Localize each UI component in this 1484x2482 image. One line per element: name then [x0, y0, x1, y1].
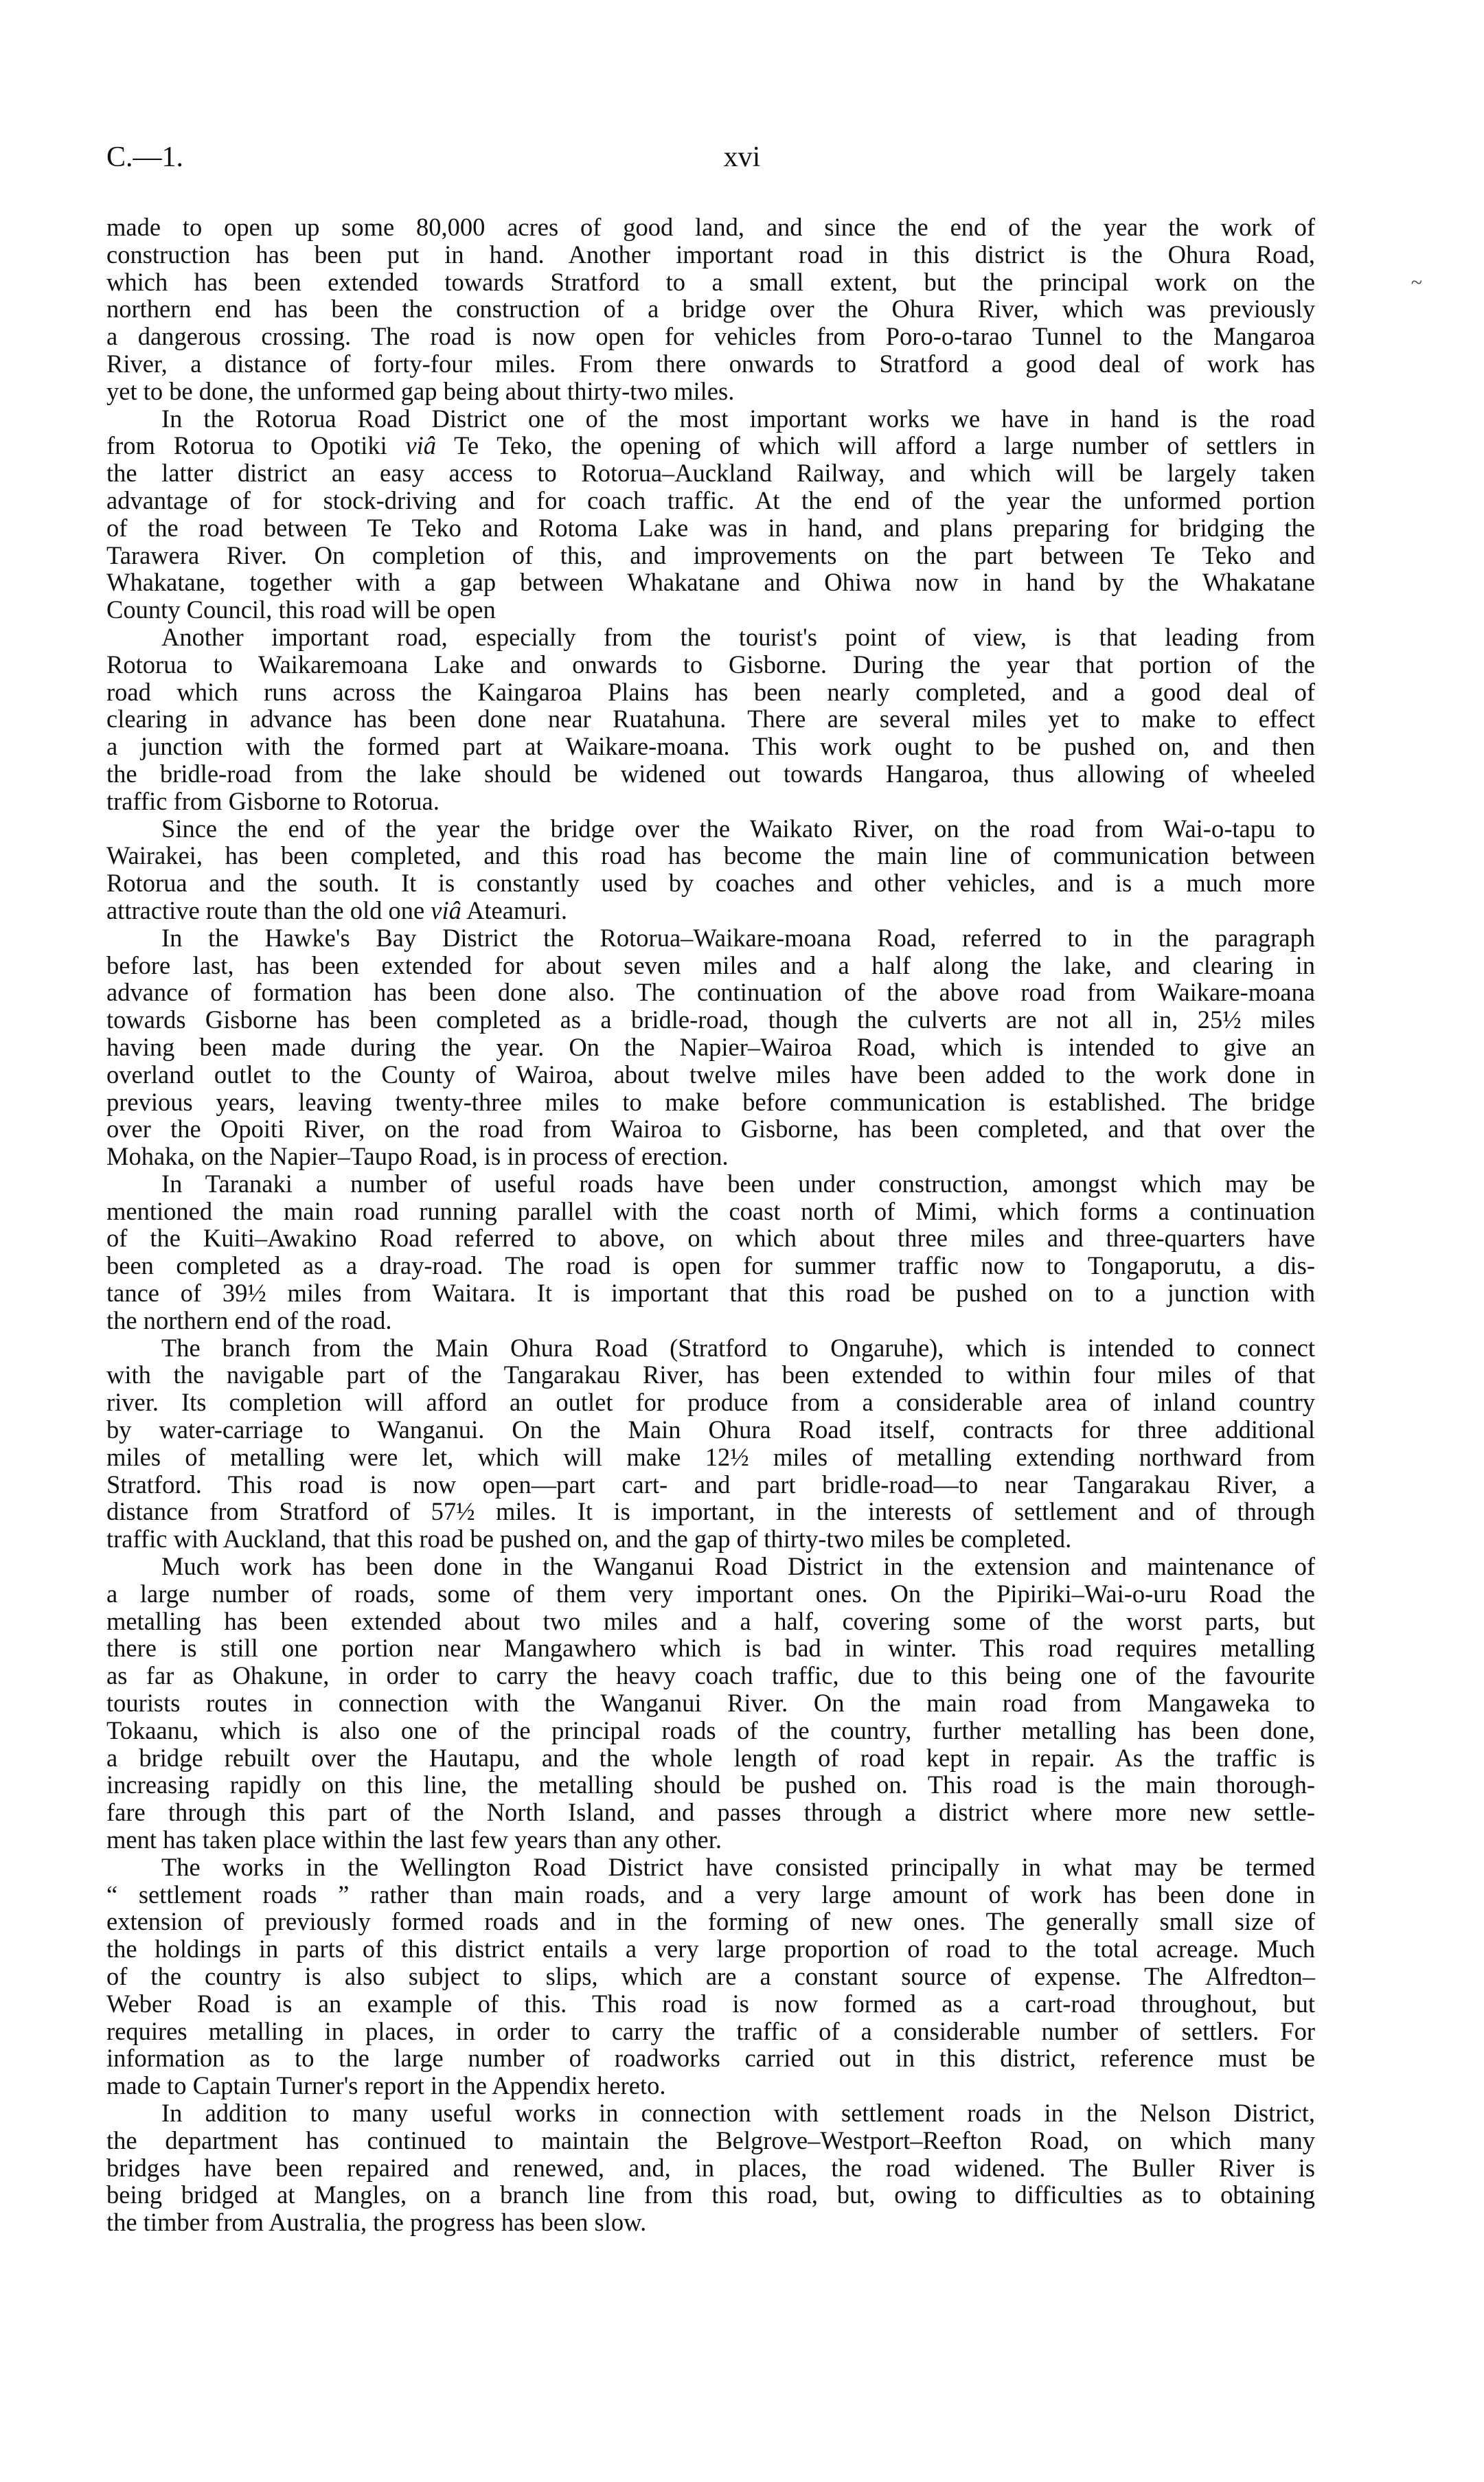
text-line: Rotorua to Waikaremoana Lake and onwards to Gisborne. During the year that portion of the	[106, 650, 1315, 679]
text-line: Stratford. This road is now open—part cart- and part bridle-road—to near Tangarakau River, a	[106, 1470, 1315, 1499]
text-line: fare through this part of the North Island, and passes through a district where more new settle-	[106, 1798, 1315, 1827]
text-line: which has been extended towards Stratford to a small extent, but the principal work on the	[106, 267, 1315, 296]
text-line: extension of previously formed roads and in the forming of new ones. The generally small size of	[106, 1907, 1315, 1936]
text-line: ment has taken place within the last few years than any other.	[106, 1825, 722, 1854]
text-line: towards Gisborne has been completed as a bridle-road, though the culverts are not all in, 25½ miles	[106, 1005, 1315, 1034]
text-line: tourists routes in connection with the Wanganui River. On the main road from Mangaweka to	[106, 1689, 1315, 1718]
text-line: there is still one portion near Mangawhero which is bad in winter. This road requires metalling	[106, 1634, 1315, 1663]
text-line: Weber Road is an example of this. This road is now formed as a cart-road throughout, but	[106, 1989, 1315, 2018]
text-line: before last, has been extended for about seven miles and a half along the lake, and clearing in	[106, 950, 1315, 979]
text-line: traffic from Gisborne to Rotorua.	[106, 786, 440, 815]
text-line: advantage of for stock-driving and for coach traffic. At the end of the year the unformed portion	[106, 486, 1315, 514]
text-line: by water-carriage to Wanganui. On the Main Ohura Road itself, contracts for three additional	[106, 1415, 1315, 1444]
text-line: The works in the Wellington Road District have consisted principally in what may be termed	[161, 1852, 1315, 1881]
text-line: bridges have been repaired and renewed, and, in places, the road widened. The Buller River is	[106, 2153, 1315, 2182]
text-line: as far as Ohakune, in order to carry the heavy coach traffic, due to this being one of the favourite	[106, 1661, 1315, 1690]
paragraph	[106, 1170, 1315, 1334]
text-line: In the Rotorua Road District one of the most important works we have in hand is the road	[161, 404, 1315, 433]
page-number: xvi	[723, 141, 761, 173]
text-line: made to Captain Turner's report in the Appendix hereto.	[106, 2071, 666, 2100]
text-line: Wairakei, has been completed, and this road has become the main line of communication between	[106, 841, 1315, 870]
text-line: increasing rapidly on this line, the metalling should be pushed on. This road is the main thorough-	[106, 1771, 1315, 1799]
margin-mark: ~	[1411, 271, 1422, 294]
text-line: tance of 39½ miles from Waitara. It is important that this road be pushed on to a junction with	[106, 1279, 1315, 1308]
text-line: the department has continued to maintain the Belgrove–Westport–Reefton Road, on which many	[106, 2126, 1315, 2154]
text-line: River, a distance of forty-four miles. From there onwards to Stratford a good deal of work has	[106, 349, 1315, 378]
text-line: northern end has been the construction of a bridge over the Ohura River, which was previously	[106, 295, 1315, 323]
paragraph	[106, 1334, 1315, 1553]
text-line: requires metalling in places, in order to carry the traffic of a considerable number of settlers. For	[106, 2016, 1315, 2045]
text-line: mentioned the main road running parallel with the coast north of Mimi, which forms a continuation	[106, 1196, 1315, 1225]
paragraph	[106, 214, 1315, 405]
text-line: made to open up some 80,000 acres of good land, and since the end of the year the work of	[106, 213, 1315, 241]
text-line: Mohaka, on the Napier–Taupo Road, is in process of erection.	[106, 1142, 729, 1171]
text-line: In Taranaki a number of useful roads have been under construction, amongst which may be	[161, 1169, 1315, 1198]
text-line: being bridged at Mangles, on a branch line from this road, but, owing to difficulties as to obtaining	[106, 2181, 1315, 2209]
text-line: Tarawera River. On completion of this, and improvements on the part between Te Teko and	[106, 540, 1315, 569]
text-line: the timber from Australia, the progress has been slow.	[106, 2208, 647, 2237]
document-body	[106, 214, 1315, 2236]
text-line: a bridge rebuilt over the Hautapu, and the whole length of road kept in repair. As the traffic is	[106, 1743, 1315, 1772]
text-line: clearing in advance has been done near Ruatahuna. There are several miles yet to make to effect	[106, 705, 1315, 733]
text-line: road which runs across the Kaingaroa Plains has been nearly completed, and a good deal of	[106, 677, 1315, 706]
paragraph	[106, 924, 1315, 1170]
text-line: been completed as a dray-road. The road is open for summer traffic now to Tongaporutu, a dis-	[106, 1251, 1315, 1280]
text-line: distance from Stratford of 57½ miles. It is important, in the interests of settlement and of through	[106, 1497, 1315, 1526]
text-line: a large number of roads, some of them very important ones. On the Pipiriki–Wai-o-uru Road the	[106, 1579, 1315, 1608]
text-line: of the Kuiti–Awakino Road referred to above, on which about three miles and three-quarters have	[106, 1224, 1315, 1253]
text-line: a junction with the formed part at Waikare-moana. This work ought to be pushed on, and then	[106, 732, 1315, 761]
text-line: overland outlet to the County of Wairoa, about twelve miles have been added to the work done in	[106, 1060, 1315, 1089]
text-line: the latter district an easy access to Rotorua–Auckland Railway, and which will be largely taken	[106, 459, 1315, 488]
paragraph	[106, 1553, 1315, 1854]
paragraph	[106, 624, 1315, 815]
text-line: In the Hawke's Bay District the Rotorua–Waikare-moana Road, referred to in the paragraph	[161, 923, 1315, 952]
text-line: The branch from the Main Ohura Road (Stratford to Ongaruhe), which is intended to connect	[161, 1333, 1315, 1362]
paragraph	[106, 405, 1315, 624]
text-line: advance of formation has been done also. The continuation of the above road from Waikare-moana	[106, 978, 1315, 1007]
text-line: of the country is also subject to slips, which are a constant source of expense. The Alfredton–	[106, 1962, 1315, 1990]
paragraph	[106, 1854, 1315, 2099]
paragraph	[106, 815, 1315, 924]
text-line: County Council, this road will be open	[106, 595, 496, 624]
text-line: having been made during the year. On the Napier–Wairoa Road, which is intended to give an	[106, 1032, 1315, 1061]
text-line: Another important road, especially from the tourist's point of view, is that leading from	[161, 622, 1315, 651]
text-line: Since the end of the year the bridge over the Waikato River, on the road from Wai-o-tapu to	[161, 814, 1315, 843]
text-line: metalling has been extended about two miles and a half, covering some of the worst parts, but	[106, 1606, 1315, 1635]
text-line: In addition to many useful works in connection with settlement roads in the Nelson District,	[161, 2098, 1315, 2127]
document-reference: C.—1.	[106, 141, 184, 173]
text-line: of the road between Te Teko and Rotoma Lake was in hand, and plans preparing for bridging the	[106, 513, 1315, 542]
text-line: Whakatane, together with a gap between Whakatane and Ohiwa now in hand by the Whakatane	[106, 568, 1315, 597]
text-line: over the Opoiti River, on the road from Wairoa to Gisborne, has been completed, and that over the	[106, 1115, 1315, 1143]
text-line: a dangerous crossing. The road is now open for vehicles from Poro-o-tarao Tunnel to the Mangaroa	[106, 322, 1315, 351]
text-line: river. Its completion will afford an outlet for produce from a considerable area of inland country	[106, 1388, 1315, 1417]
text-line: the northern end of the road.	[106, 1306, 392, 1334]
text-line: the holdings in parts of this district entails a very large proportion of road to the total acreage. Much	[106, 1935, 1315, 1963]
text-line: Rotorua and the south. It is constantly used by coaches and other vehicles, and is a much more	[106, 869, 1315, 898]
text-line: previous years, leaving twenty-three miles to make before communication is established. The bridge	[106, 1087, 1315, 1116]
text-line: Much work has been done in the Wanganui Road District in the extension and maintenance of	[161, 1552, 1315, 1581]
text-line: from Rotorua to Opotiki viâ Te Teko, the opening of which will afford a large number of settlers in	[106, 431, 1315, 460]
paragraph	[106, 2099, 1315, 2236]
text-line: miles of metalling were let, which will make 12½ miles of metalling extending northward from	[106, 1442, 1315, 1471]
text-line: yet to be done, the unformed gap being about thirty-two miles.	[106, 376, 735, 405]
text-line: Tokaanu, which is also one of the principal roads of the country, further metalling has been done,	[106, 1716, 1315, 1744]
text-line: the bridle-road from the lake should be widened out towards Hangaroa, thus allowing of wheeled	[106, 759, 1315, 788]
text-line: traffic with Auckland, that this road be pushed on, and the gap of thirty-two miles be completed.	[106, 1525, 1072, 1553]
text-line: construction has been put in hand. Another important road in this district is the Ohura Road,	[106, 240, 1315, 269]
text-line: with the navigable part of the Tangarakau River, has been extended to within four miles of that	[106, 1360, 1315, 1389]
text-line: information as to the large number of roadworks carried out in this district, reference must be	[106, 2044, 1315, 2073]
text-line: attractive route than the old one viâ Ateamuri.	[106, 896, 567, 924]
text-line: “ settlement roads ” rather than main roads, and a very large amount of work has been done in	[106, 1880, 1315, 1909]
